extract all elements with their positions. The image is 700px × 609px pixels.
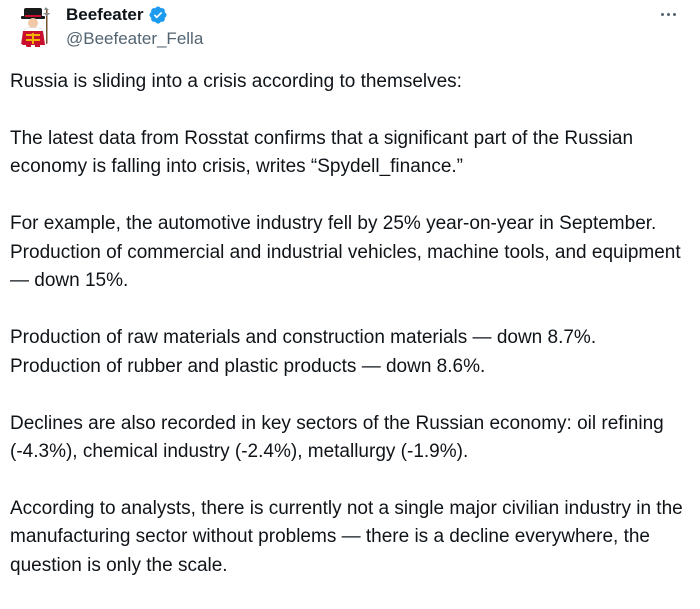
tweet-header [12, 4, 203, 54]
tweet-paragraph: Production of raw materials and construction materials — down 8.7%. Production of rubber and plastic products — down 8.6%. [10, 327, 597, 377]
tweet-paragraph: Russia is sliding into a crisis according to themselves: [10, 71, 462, 92]
verified-badge-icon [148, 5, 168, 25]
tweet-paragraph: The latest data from Rosstat confirms that a significant part of the Russian economy is falling into crisis, writes “Spydell_finance.” [10, 128, 634, 178]
handle[interactable]: @Beefeater_Fella [66, 29, 204, 48]
avatar[interactable] [12, 4, 56, 48]
name-row [66, 4, 203, 26]
tweet-paragraph: For example, the automotive industry fell by 25% year-on-year in September. Production of commercial and industrial vehicles, machine tools, and equipment — down 15%. [10, 213, 681, 292]
tweet-text [10, 68, 690, 609]
more-horizontal-icon[interactable] [656, 4, 680, 24]
tweet-paragraph: Declines are also recorded in key sectors of the Russian economy: oil refining (-4.3%), chemical industry (-2.4%), metallurgy (-1.9%). [10, 412, 664, 463]
author-names [66, 4, 203, 49]
display-name[interactable]: Beefeater [66, 5, 144, 24]
beefeater-guard-icon [12, 4, 56, 48]
tweet-paragraph: According to analysts, there is currently not a single major civilian industry in the manufacturing sector without problems — there is a decline everywhere, the question is only the scale. [10, 498, 683, 576]
